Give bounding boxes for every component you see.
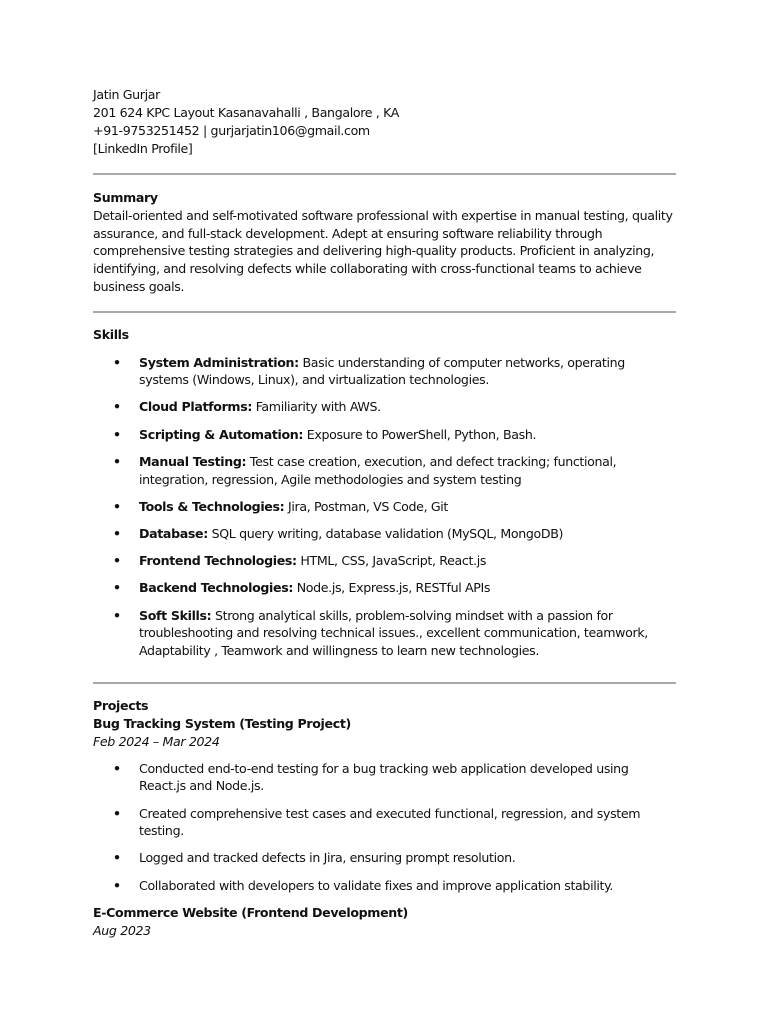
project-bullet-item: [93, 805, 676, 840]
skill-text: Exposure to PowerShell, Python, Bash.: [303, 426, 537, 442]
section-divider: [93, 682, 676, 684]
skill-text: HTML, CSS, JavaScript, React.js: [296, 553, 487, 569]
skill-item: [93, 607, 676, 660]
bullet-icon: •: [113, 498, 121, 514]
project-bullet-item: [93, 877, 676, 895]
projects-section: [93, 697, 676, 941]
candidate-name: Jatin Gurjar: [93, 87, 160, 102]
summary-heading: Summary: [93, 190, 158, 205]
project-entry: [93, 904, 676, 940]
contact-block: [93, 86, 676, 158]
phone-email: +91-9753251452 | gurjarjatin106@gmail.com: [93, 123, 370, 138]
skill-item: [93, 552, 676, 570]
project-bullet-text: Logged and tracked defects in Jira, ensuring prompt resolution.: [139, 850, 516, 866]
skill-label: Database:: [139, 525, 208, 541]
skill-label: Backend Technologies:: [139, 580, 294, 596]
skill-label: Frontend Technologies:: [139, 553, 297, 569]
skill-item: [93, 525, 676, 543]
skill-label: Cloud Platforms:: [139, 399, 253, 415]
bullet-icon: •: [113, 805, 121, 821]
skill-item: [93, 426, 676, 444]
bullet-icon: •: [113, 760, 121, 776]
section-divider: [93, 311, 676, 313]
skills-heading: Skills: [93, 326, 129, 342]
skills-list: [93, 354, 676, 660]
bullet-icon: •: [113, 877, 121, 893]
bullet-icon: •: [113, 850, 121, 866]
project-title: E-Commerce Website (Frontend Development): [93, 905, 408, 921]
bullet-icon: •: [113, 553, 121, 569]
skill-text: Familiarity with AWS.: [252, 399, 381, 415]
resume-content: [93, 86, 676, 940]
skill-item: [93, 398, 676, 416]
address: 201 624 KPC Layout Kasanavahalli , Bangalore , KA: [93, 105, 400, 120]
project-bullet-text: Collaborated with developers to validate fixes and improve application stability.: [139, 877, 614, 893]
skill-text: Strong analytical skills, problem-solving mindset with a passion for troubleshooting and resolving technical issues., excellent communication, teamwork, Adaptability , Teamwork and willingness to learn new technologies.: [139, 607, 648, 658]
project-dates: Aug 2023: [93, 923, 151, 939]
skill-text: Test case creation, execution, and defect tracking; functional, integration, regression, Agile methodologies and system testing: [139, 453, 617, 487]
bullet-icon: •: [113, 354, 121, 370]
skill-label: Soft Skills:: [139, 607, 212, 623]
section-divider: [93, 173, 676, 175]
project-entry: [93, 715, 676, 895]
bullet-icon: •: [113, 525, 121, 541]
skill-label: Tools & Technologies:: [139, 498, 285, 514]
skill-item: [93, 354, 676, 389]
project-dates: Feb 2024 – Mar 2024: [93, 733, 220, 749]
skill-item: [93, 498, 676, 516]
project-bullet-text: Conducted end-to-end testing for a bug tracking web application developed using React.js and Node.js.: [139, 760, 629, 794]
skill-text: Basic understanding of computer networks, operating systems (Windows, Linux), and virtualization technologies.: [139, 354, 625, 388]
skill-label: System Administration:: [139, 354, 299, 370]
summary-text: Detail-oriented and self-motivated software professional with expertise in manual testing, quality assurance, and full-stack development. Adept at ensuring software reliability through comprehensive testing strategies and delivering high-quality products. Proficient in analyzing, identifying, and resolving defects while collaborating with cross-functional teams to achieve business goals.: [93, 208, 673, 294]
project-title: Bug Tracking System (Testing Project): [93, 715, 351, 731]
skill-label: Manual Testing:: [139, 453, 247, 469]
project-bullets: [93, 760, 676, 895]
summary-section: [93, 189, 676, 296]
skill-text: Node.js, Express.js, RESTful APIs: [293, 580, 491, 596]
skills-section: [93, 326, 676, 660]
bullet-icon: •: [113, 580, 121, 596]
bullet-icon: •: [113, 607, 121, 623]
bullet-icon: •: [113, 399, 121, 415]
bullet-icon: •: [113, 453, 121, 469]
project-bullet-item: [93, 849, 676, 867]
linkedin-link[interactable]: [LinkedIn Profile]: [93, 141, 193, 156]
skill-text: Jira, Postman, VS Code, Git: [284, 498, 449, 514]
skill-item: [93, 453, 676, 488]
bullet-icon: •: [113, 426, 121, 442]
skill-label: Scripting & Automation:: [139, 426, 304, 442]
skill-item: [93, 579, 676, 597]
projects-heading: Projects: [93, 697, 149, 713]
skill-text: SQL query writing, database validation (MySQL, MongoDB): [207, 525, 564, 541]
project-bullet-item: [93, 760, 676, 795]
project-bullet-text: Created comprehensive test cases and executed functional, regression, and system testing.: [139, 805, 641, 839]
